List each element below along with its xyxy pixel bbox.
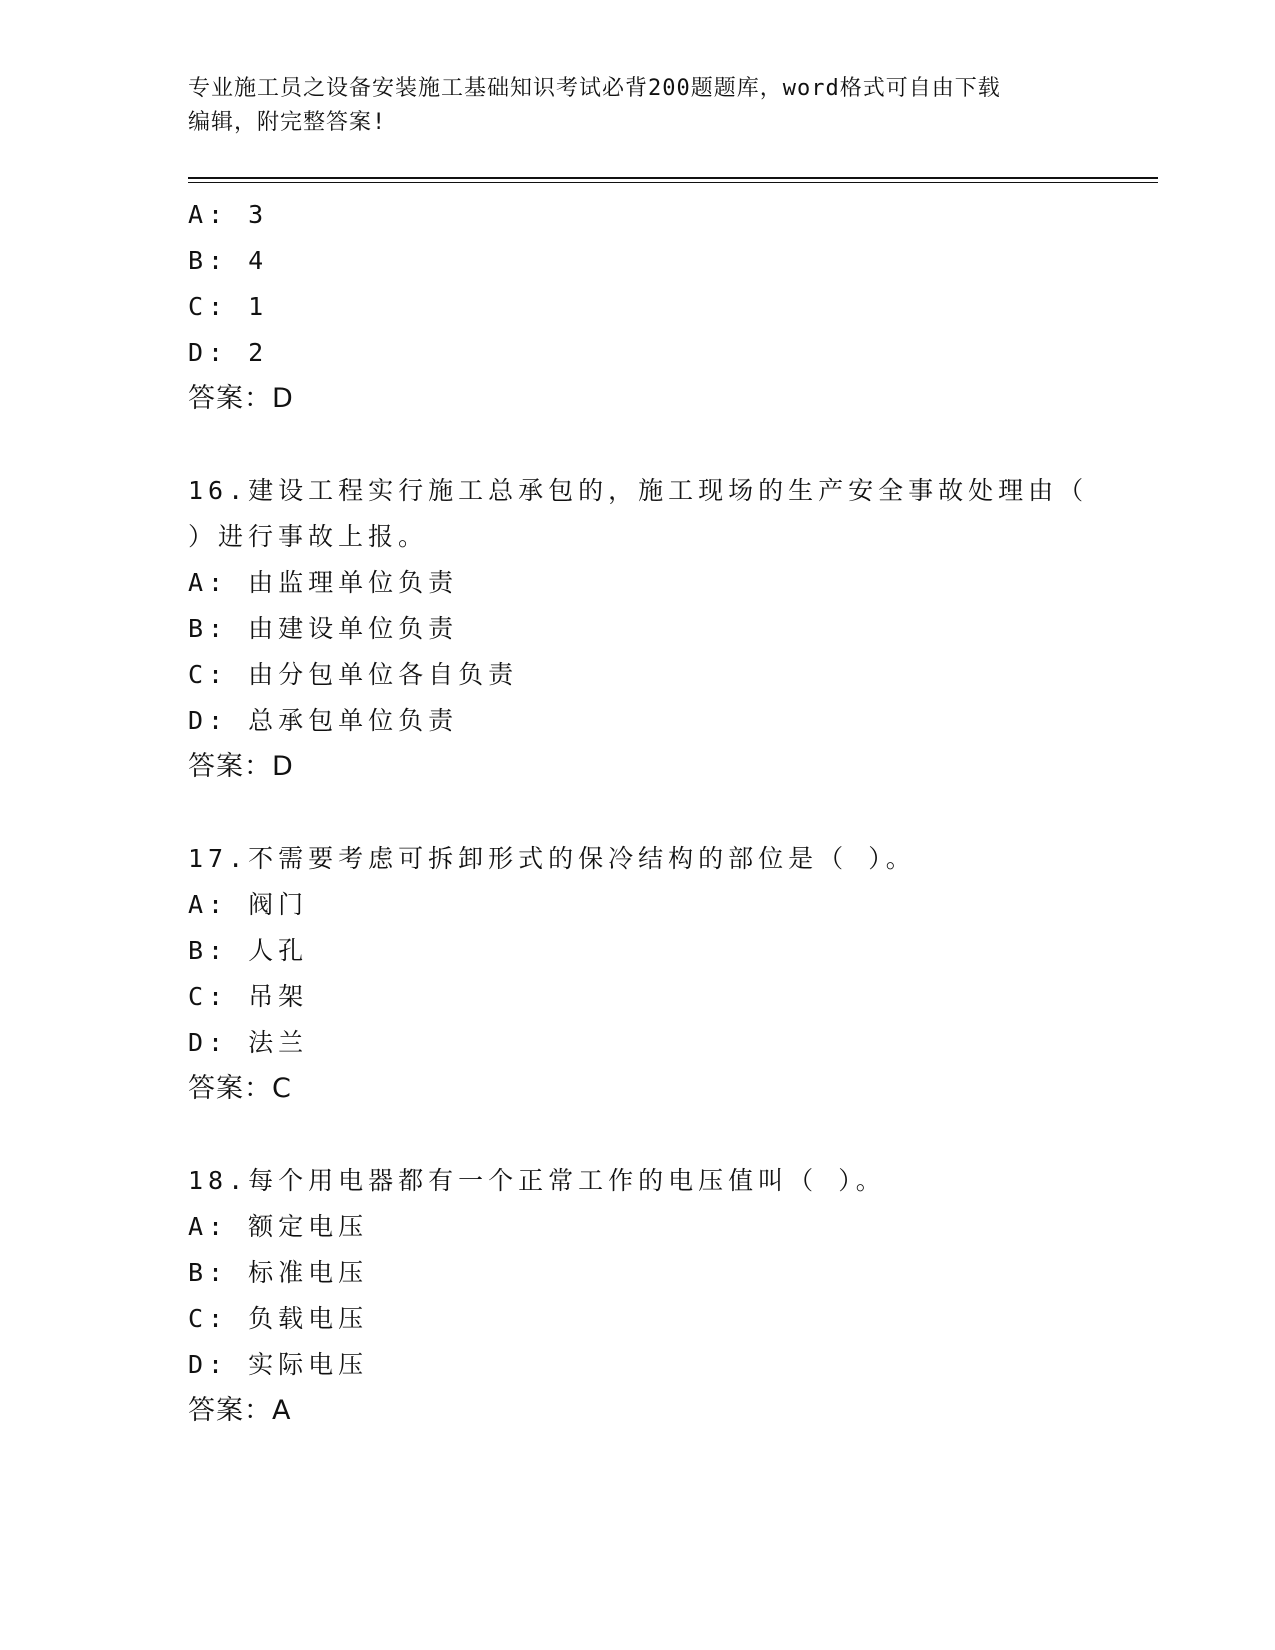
question-text: 18.每个用电器都有一个正常工作的电压值叫（ ）。 (188, 1166, 886, 1195)
option-a: A: 3 (188, 200, 269, 229)
spacer (188, 790, 1148, 836)
spacer (188, 422, 1148, 468)
answer-line: 答案：A (188, 1395, 292, 1426)
option-b: B: 由建设单位负责 (188, 614, 459, 643)
question-text: 17.不需要考虑可拆卸形式的保冷结构的部位是（ ）。 (188, 844, 916, 873)
option-a: A: 阀门 (188, 890, 309, 919)
document-header (188, 72, 1088, 140)
option-c: C: 负载电压 (188, 1304, 369, 1333)
header-divider-thin (188, 182, 1158, 183)
option-d: D: 2 (188, 338, 269, 367)
option-a: A: 额定电压 (188, 1212, 369, 1241)
spacer (188, 1112, 1148, 1158)
answer-line: 答案：D (188, 751, 294, 782)
header-title-line-2: 编辑，附完整答案! (188, 110, 387, 135)
question-18 (188, 1158, 1148, 1434)
question-list (188, 192, 1148, 1434)
option-b: B: 人孔 (188, 936, 309, 965)
question-17 (188, 836, 1148, 1112)
option-d: D: 法兰 (188, 1028, 309, 1057)
option-b: B: 标准电压 (188, 1258, 369, 1287)
option-d: D: 实际电压 (188, 1350, 369, 1379)
option-d: D: 总承包单位负责 (188, 706, 459, 735)
question-16 (188, 468, 1148, 790)
header-divider-thick (188, 177, 1158, 179)
question-15 (188, 192, 1148, 422)
option-c: C: 由分包单位各自负责 (188, 660, 519, 689)
answer-line: 答案：C (188, 1073, 292, 1104)
header-title-line-1: 专业施工员之设备安装施工基础知识考试必背200题题库，word格式可自由下载 (188, 76, 1001, 101)
answer-line: 答案：D (188, 383, 294, 414)
option-c: C: 吊架 (188, 982, 309, 1011)
question-text-line-1: 16.建设工程实行施工总承包的，施工现场的生产安全事故处理由（ (188, 476, 1089, 505)
question-text-line-2: ）进行事故上报。 (188, 522, 429, 551)
option-c: C: 1 (188, 292, 269, 321)
option-b: B: 4 (188, 246, 269, 275)
option-a: A: 由监理单位负责 (188, 568, 459, 597)
